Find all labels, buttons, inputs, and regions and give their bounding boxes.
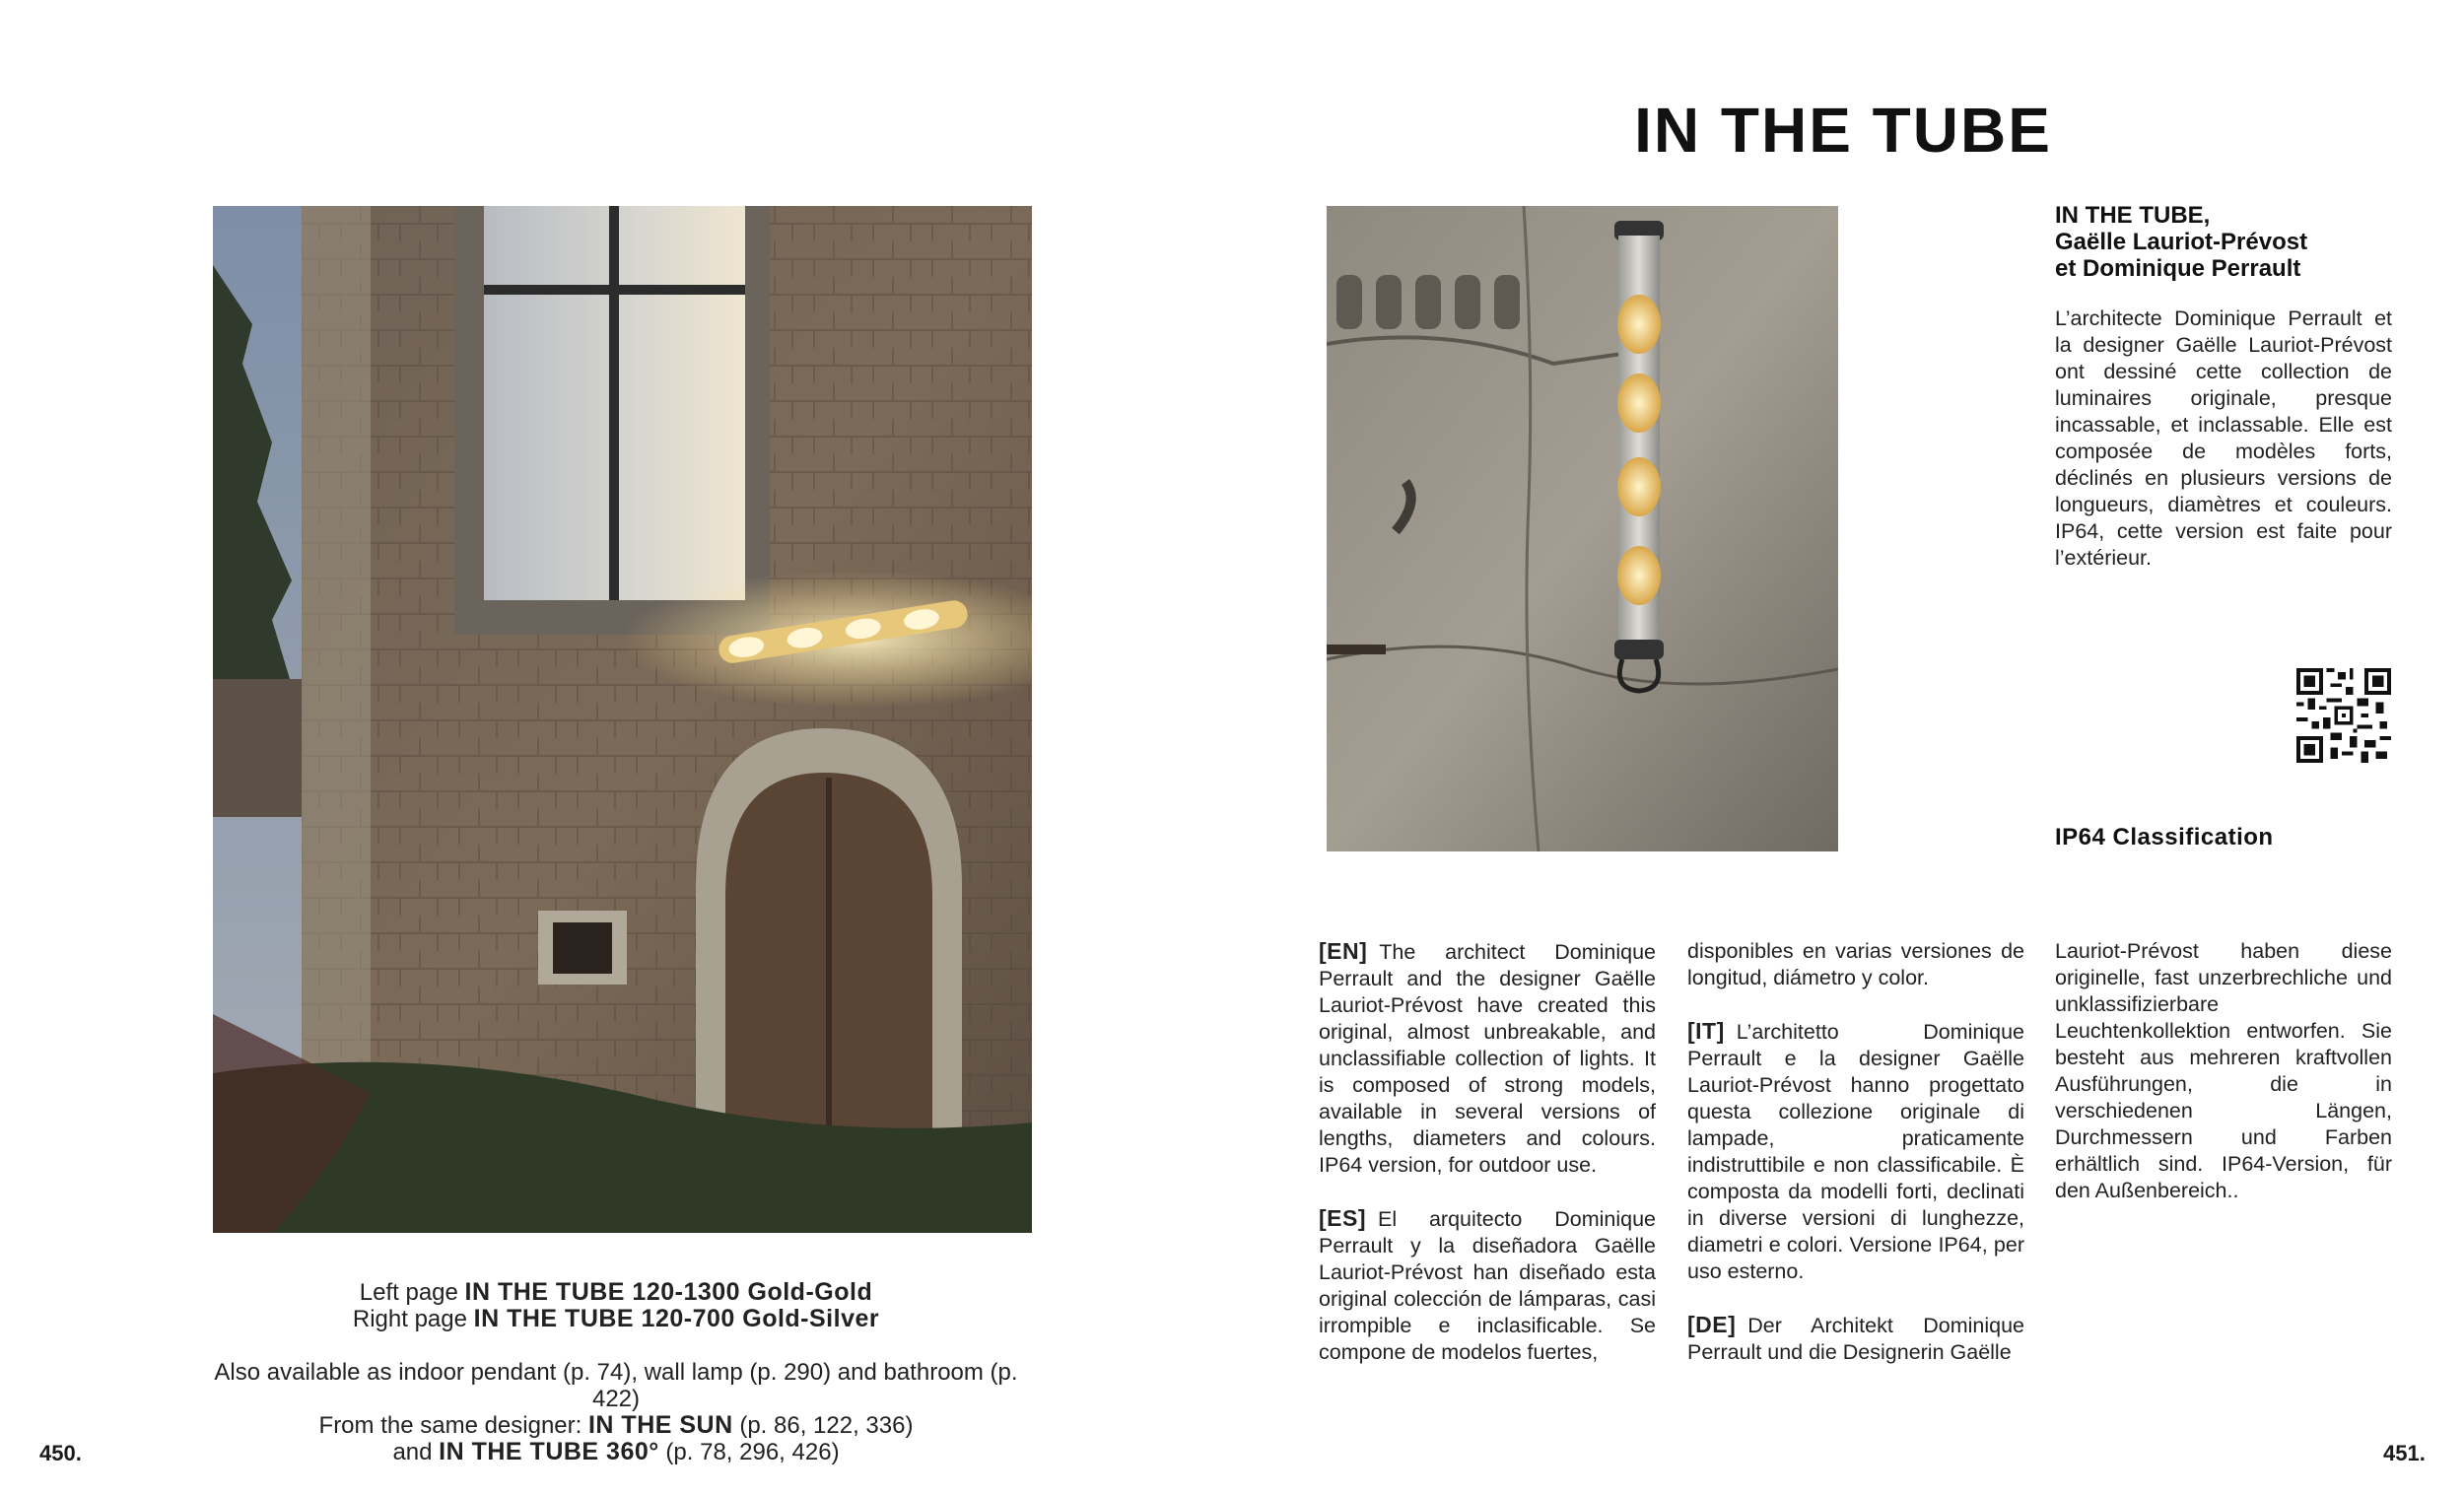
text-column-1 bbox=[1319, 938, 1656, 1393]
text-en: The architect Dominique Perrault and the designer Gaëlle Lauriot-Prévost have created this original, almost unbreakable, and unclassifiable collection of lights. It is composed of strong models, available in several versions of lengths, diameters and colours. IP64 version, for outdoor use. bbox=[1319, 940, 1656, 1177]
caption-designer-prefix: From the same designer: bbox=[318, 1412, 588, 1439]
text-column-3 bbox=[2055, 938, 2392, 1231]
caption-in-the-sun-pages: (p. 86, 122, 336) bbox=[732, 1412, 914, 1439]
text-it: L’architetto Dominique Perrault e la designer Gaëlle Lauriot-Prévost hanno progettato questa collezione originale di lampade, praticamente indistruttibile e non classificabile. È composta da modelli forti, declinati in diverse versioni di lunghezze, diametri e colori. Versione IP64, per uso esterno. bbox=[1687, 1020, 2024, 1283]
caption-right-page-product: IN THE TUBE 120-700 Gold-Silver bbox=[473, 1305, 880, 1332]
caption-in-the-sun: IN THE SUN bbox=[587, 1411, 733, 1439]
paragraph-es bbox=[1319, 1205, 1656, 1366]
text-es: El arquitecto Dominique Perrault y la diseñadora Gaëlle Lauriot-Prévost han diseñado esta original colección de lámparas, casi irrompible e inclasificable. Se compone de modelos fuertes, bbox=[1319, 1207, 1656, 1364]
side-heading-line-3: et Dominique Perrault bbox=[2055, 255, 2301, 282]
caption-left-page-product: IN THE TUBE 120-1300 Gold-Gold bbox=[464, 1278, 873, 1306]
caption-in-the-tube-360-pages: (p. 78, 296, 426) bbox=[658, 1439, 840, 1465]
paragraph-en bbox=[1319, 938, 1656, 1179]
right-photo-vertical-lamp bbox=[1327, 206, 1838, 851]
ip64-classification-label: IP64 Classification bbox=[2055, 824, 2274, 850]
side-heading-line-2: Gaëlle Lauriot-Prévost bbox=[2055, 229, 2308, 255]
lang-tag-es: [ES] bbox=[1319, 1205, 1366, 1231]
side-heading-line-1: IN THE TUBE, bbox=[2055, 202, 2211, 229]
caption-availability: Also available as indoor pendant (p. 74), wall lamp (p. 290) and bathroom (p. 422) bbox=[214, 1359, 1018, 1412]
text-de: Der Architekt Dominique Perrault und die Designerin Gaëlle bbox=[1687, 1314, 2024, 1364]
text-column-2 bbox=[1687, 938, 2024, 1393]
page-number-right: 451. bbox=[2383, 1441, 2426, 1465]
caption-right-page-prefix: Right page bbox=[352, 1306, 474, 1332]
text-de-continued: Lauriot-Prévost haben diese originelle, fast unzerbrechliche und unklassifizierbare Leuchtenkollektion entworfen. Sie besteht aus mehreren kraftvollen Ausführungen, die in verschiedenen Längen, Durchmessern und Farben erhältlich sind. IP64-Version, für den Außenbereich.. bbox=[2055, 939, 2392, 1202]
caption-left-page-prefix: Left page bbox=[359, 1279, 465, 1306]
left-caption bbox=[212, 1279, 1020, 1465]
side-heading bbox=[2055, 202, 2395, 282]
caption-and-prefix: and bbox=[392, 1439, 440, 1465]
lang-tag-en: [EN] bbox=[1319, 938, 1368, 964]
french-description: L’architecte Dominique Perrault et la designer Gaëlle Lauriot-Prévost ont dessiné cette collection de luminaires originale, presque incassable, et inclassable. Elle est composée de modèles forts, déclinés en plusieurs versions de longueurs, diamètres et couleurs. IP64, cette version est faite pour l’extérieur. bbox=[2055, 306, 2392, 570]
page-title: IN THE TUBE bbox=[1634, 95, 2052, 166]
left-photo-stone-building bbox=[213, 206, 1032, 1233]
qr-code[interactable] bbox=[2296, 668, 2391, 763]
paragraph-de bbox=[1687, 1312, 2024, 1366]
paragraph-it bbox=[1687, 1018, 2024, 1285]
caption-in-the-tube-360: IN THE TUBE 360° bbox=[439, 1438, 659, 1465]
page-number-left: 450. bbox=[39, 1441, 82, 1465]
text-es-continued: disponibles en varias versiones de longitud, diámetro y color. bbox=[1687, 939, 2024, 989]
lang-tag-it: [IT] bbox=[1687, 1018, 1725, 1044]
lang-tag-de: [DE] bbox=[1687, 1312, 1737, 1337]
